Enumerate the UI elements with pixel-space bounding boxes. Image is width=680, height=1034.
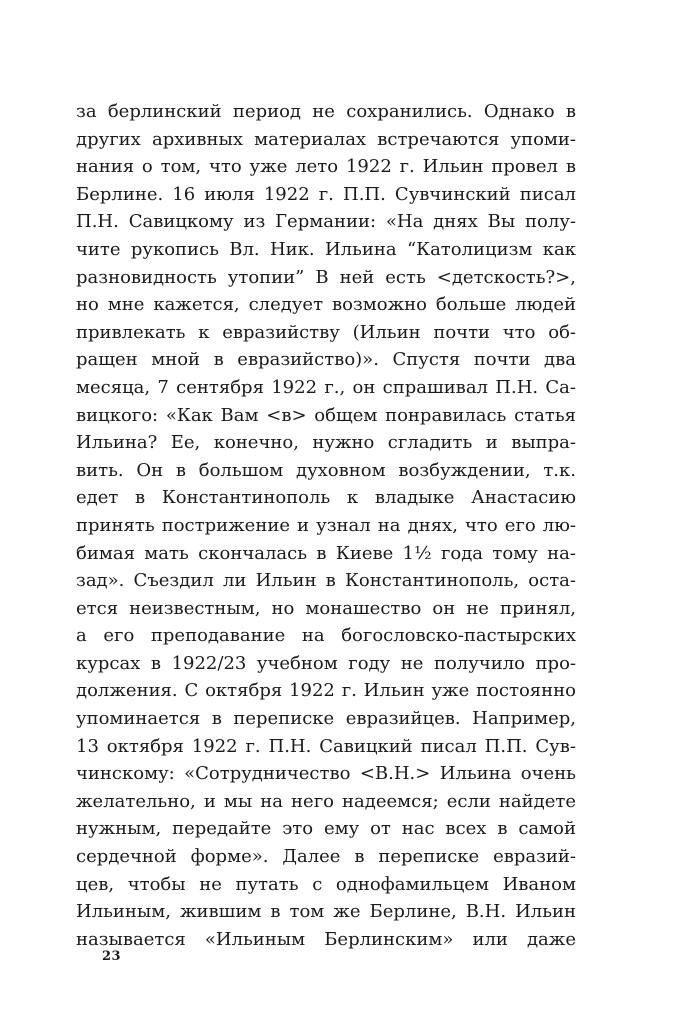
text-line: бимая мать скончалась в Киеве 1½ года тому на- (76, 542, 576, 564)
text-line: Берлине. 16 июля 1922 г. П.П. Сувчинский писал (76, 183, 576, 205)
text-line: Ильина? Ее, конечно, нужно сгладить и выпра- (76, 432, 576, 454)
text-line: вицкого: «Как Вам <в> общем понравилась статья (76, 404, 576, 426)
text-line: чите рукопись Вл. Ник. Ильина “Католицизм как (76, 238, 576, 260)
text-line: зад». Съездил ли Ильин в Константинополь, оста- (76, 570, 576, 592)
text-line: разновидность утопии” В ней есть <детскость?>, (76, 266, 576, 288)
text-line: принять пострижение и узнал на днях, что его лю- (76, 514, 576, 536)
body-text (76, 98, 576, 953)
text-line: привлекать к евразийству (Ильин почти что об- (76, 321, 576, 343)
text-line: нужным, передайте это ему от нас всех в самой (76, 818, 576, 840)
text-line: упоминается в переписке евразийцев. Например, (76, 708, 576, 730)
text-line: желательно, и мы на него надеемся; если найдете (76, 790, 576, 812)
text-line: месяца, 7 сентября 1922 г., он спрашивал П.Н. Са- (76, 376, 576, 398)
text-line: ется неизвестным, но монашество он не принял, (76, 597, 576, 619)
text-line: едет в Константинополь к владыке Анастасию (76, 487, 576, 509)
text-line: Ильиным, жившим в том же Берлине, В.Н. Ильин (76, 901, 576, 923)
text-line: ращен мной в евразийство)». Спустя почти два (76, 349, 576, 371)
text-line: нания о том, что уже лето 1922 г. Ильин провел в (76, 156, 576, 178)
text-line: цев, чтобы не путать с однофамильцем Иваном (76, 873, 576, 895)
text-line: но мне кажется, следует возможно больше людей (76, 294, 576, 316)
text-line: вить. Он в большом духовном возбуждении, т.к. (76, 459, 576, 481)
text-line: называется «Ильиным Берлинским» или даже (76, 928, 576, 950)
text-line: должения. С октября 1922 г. Ильин уже постоянно (76, 680, 576, 702)
text-line: чинскому: «Сотрудничество <В.Н.> Ильина очень (76, 763, 576, 785)
text-line: других архивных материалах встречаются упоми- (76, 128, 576, 150)
text-line: а его преподавание на богословско-пастырских (76, 625, 576, 647)
page-number: 23 (102, 949, 122, 964)
text-line: сердечной форме». Далее в переписке евразий- (76, 846, 576, 868)
text-line: 13 октября 1922 г. П.Н. Савицкий писал П.П. Сув- (76, 735, 576, 757)
text-line: за берлинский период не сохранились. Однако в (76, 101, 576, 122)
text-line: П.Н. Савицкому из Германии: «На днях Вы полу- (76, 211, 576, 233)
text-line: курсах в 1922/23 учебном году не получило про- (76, 652, 576, 674)
